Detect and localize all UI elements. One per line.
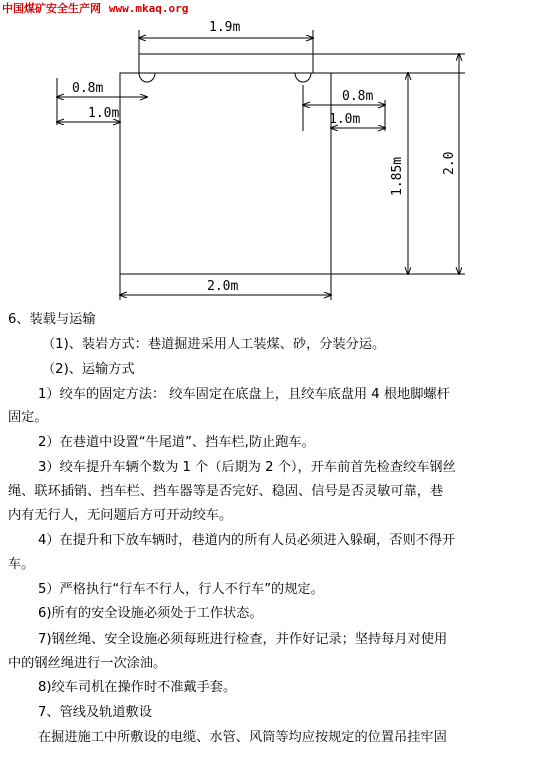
dim-bottom-width: 2.0m [207, 279, 239, 294]
para-3-line-3: 内有无行人，无问题后方可开动绞车。 [8, 508, 233, 523]
dimension-drawing [0, 0, 543, 305]
body-outline [120, 73, 331, 274]
watermark-site-name: 中国煤矿安全生产网 [2, 2, 101, 15]
left-hook [139, 73, 155, 82]
dim-inner-height: 1.85m [390, 156, 405, 196]
para-2: 2）在巷道中设置“牛尾道”、挡车栏,防止跑车。 [38, 435, 315, 450]
item-2: （2)、运输方式 [42, 362, 135, 377]
right-hook [295, 73, 311, 82]
para-1-line-2: 固定。 [8, 410, 48, 425]
dim-left-large: 1.0m [88, 106, 120, 121]
para-8: 8)绞车司机在操作时不准戴手套。 [38, 680, 237, 695]
para-9-line-1: 在掘进施工中所敷设的电缆、水管、风筒等均应按规定的位置吊挂牢固 [38, 730, 447, 745]
para-4-line-2: 车。 [8, 557, 35, 572]
top-beam [139, 54, 313, 73]
para-3-line-1: 3）绞车提升车辆个数为 1 个（后期为 2 个），开车前首先检查绞车钢丝 [38, 460, 456, 475]
section7-heading: 7、管线及轨道敷设 [38, 705, 152, 720]
dim-right-small: 0.8m [342, 89, 374, 104]
item-1: （1)、装岩方式：巷道掘进采用人工装煤、砂，分装分运。 [42, 337, 386, 352]
para-5: 5）严格执行“行车不行人，行人不行车”的规定。 [38, 582, 324, 597]
para-4-line-1: 4）在提升和下放车辆时，巷道内的所有人员必须进入躲硐，否则不得开 [38, 533, 456, 548]
dim-outer-height: 2.0 [442, 151, 457, 175]
watermark-url: www.mkaq.org [108, 2, 189, 15]
dim-left-small: 0.8m [72, 81, 104, 96]
para-6: 6)所有的安全设施必须处于工作状态。 [38, 606, 263, 621]
para-7-line-2: 中的钢丝绳进行一次涂油。 [8, 656, 167, 671]
dim-right-large: 1.0m [329, 112, 361, 127]
dim-top-width: 1.9m [209, 20, 241, 35]
section6-heading: 6、装载与运输 [8, 312, 96, 327]
para-3-line-2: 绳、联环插销、挡车栏、挡车器等是否完好、稳固、信号是否灵敏可靠，巷 [8, 484, 444, 499]
para-7-line-1: 7)钢丝绳、安全设施必须每班进行检查，并作好记录；坚持每月对使用 [38, 632, 448, 647]
para-1-line-1: 1）绞车的固定方法： 绞车固定在底盘上，且绞车底盘用 4 根地脚螺杆 [38, 387, 450, 402]
